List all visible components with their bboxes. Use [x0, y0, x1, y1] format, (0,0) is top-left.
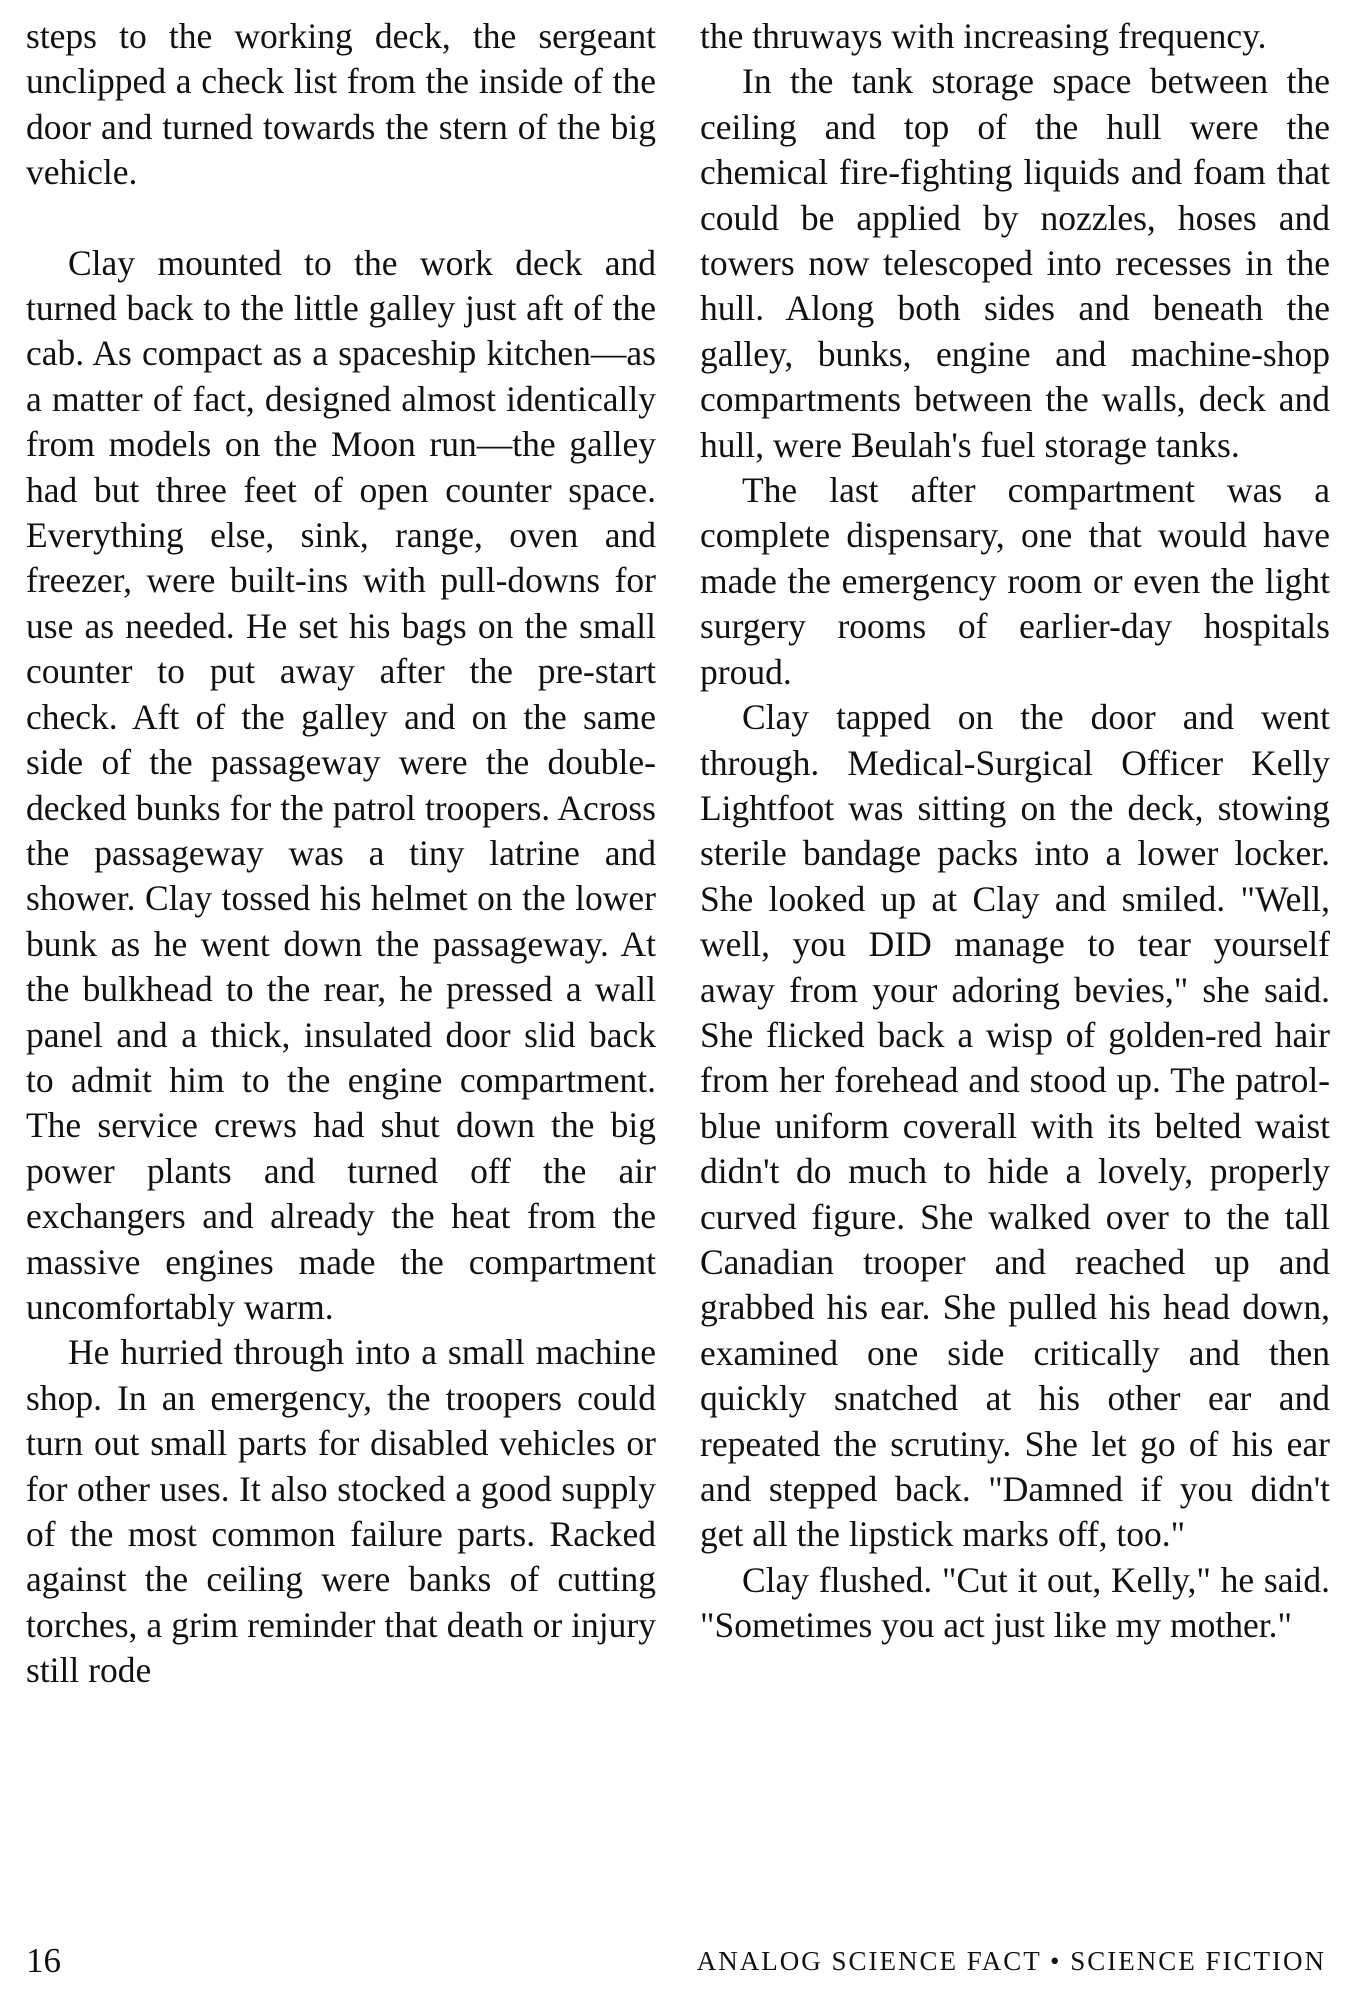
page-footer: [26, 1938, 1326, 1984]
paragraph: steps to the working deck, the sergeant unclipped a check list from the inside of the door and turned towards the stern of the big vehicle.: [26, 16, 656, 193]
page-number: 16: [26, 1941, 61, 1980]
paragraph: Clay mounted to the work deck and turned back to the little galley just aft of the cab. As compact as a spaceship kitchen—as a matter of fact, designed almost identically from models on the Moon run—the galley had but three feet of open counter space. Everything else, sink, range, oven and freezer, were built-ins with pull-downs for use as needed. He set his bags on the small counter to put away after the pre-start check. Aft of the galley and on the same side of the passageway were the double-decked bunks for the patrol troopers. Across the passageway was a tiny latrine and shower. Clay tossed his helmet on the lower bunk as he went down the passageway. At the bulkhead to the rear, he pressed a wall panel and a thick, insulated door slid back to admit him to the engine compartment. The service crews had shut down the big power plants and turned off the air exchangers and already the heat from the massive engines made the compartment uncomfortably warm.: [26, 242, 656, 1327]
paragraph: In the tank storage space between the ceiling and top of the hull were the chemical fire-fighting liquids and foam that could be applied by nozzles, hoses and towers now telescoped into recesses in the hull. Along both sides and beneath the galley, bunks, engine and machine-shop compartments between the walls, deck and hull, were Beulah's fuel storage tanks.: [700, 61, 1330, 465]
paragraph: The last after compartment was a complete dispensary, one that would have made the emergency room or even the light surgery rooms of earlier-day hospitals proud.: [700, 470, 1330, 692]
running-title: ANALOG SCIENCE FACT • SCIENCE FICTION: [696, 1946, 1326, 1976]
right-text-column: [700, 14, 1330, 1649]
left-text-column: [26, 14, 656, 1694]
paragraph: Clay flushed. "Cut it out, Kelly," he said. "Sometimes you act just like my mother.": [700, 1559, 1330, 1646]
paragraph: the thruways with increasing frequency.: [700, 16, 1267, 56]
paragraph: He hurried through into a small machine shop. In an emergency, the troopers could turn out small parts for disabled vehicles or for other uses. It also stocked a good supply of the most common failure parts. Racked against the ceiling were banks of cutting torches, a grim reminder that death or injury still rode: [26, 1332, 656, 1691]
paragraph: Clay tapped on the door and went through. Medical-Surgical Officer Kelly Lightfoot was sitting on the deck, stowing sterile bandage packs into a lower locker. She looked up at Clay and smiled. "Well, well, you DID manage to tear yourself away from your adoring bevies," she said. She flicked back a wisp of golden-red hair from her forehead and stood up. The patrol-blue uniform coverall with its belted waist didn't do much to hide a lovely, properly curved figure. She walked over to the tall Canadian trooper and reached up and grabbed his ear. She pulled his head down, examined one side critically and then quickly snatched at his other ear and repeated the scrutiny. She let go of his ear and stepped back. "Damned if you didn't get all the lipstick marks off, too.": [700, 697, 1330, 1555]
